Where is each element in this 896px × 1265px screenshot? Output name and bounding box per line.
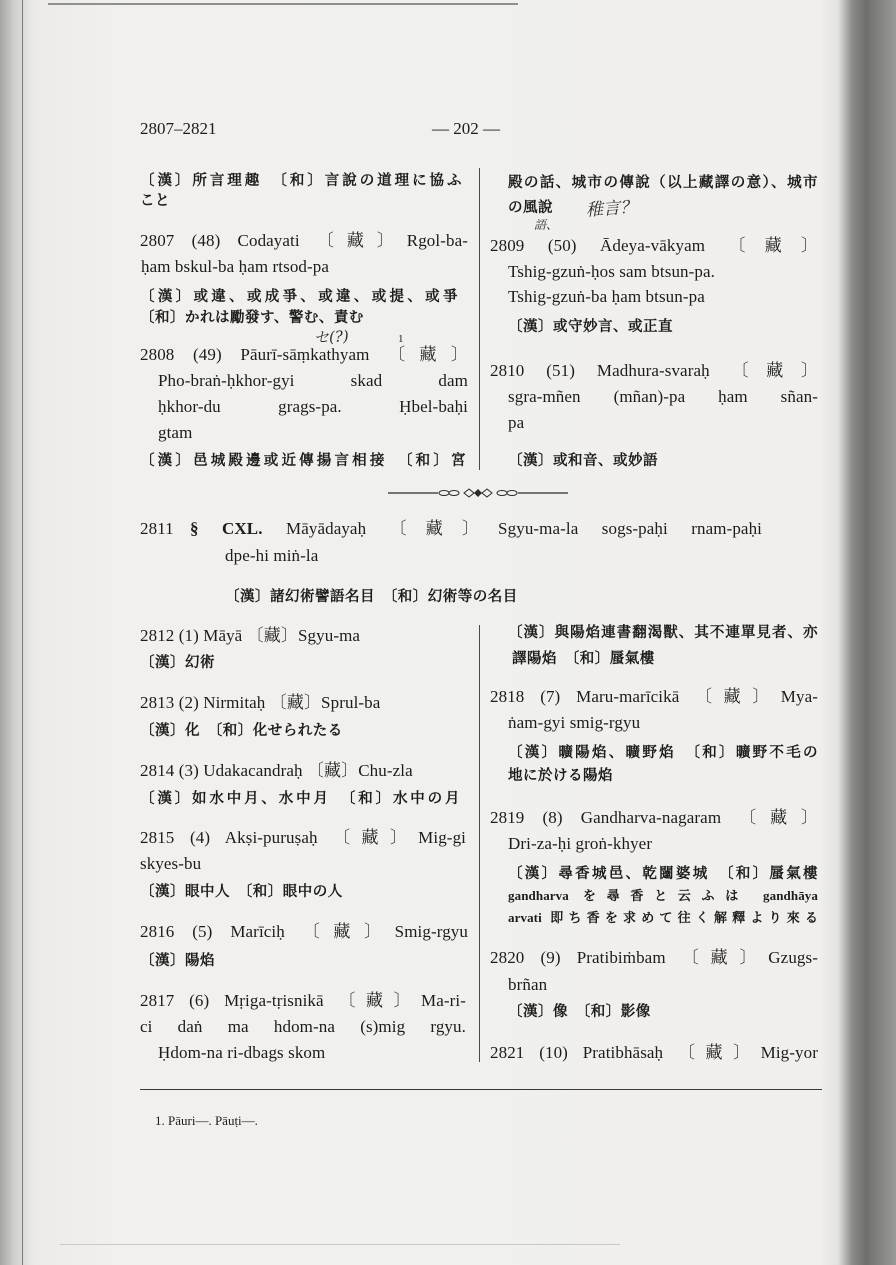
entry-2820-headword: 2820 (9) Pratibiṁbam 〔藏〕Gzugs- xyxy=(490,948,818,967)
entry-2815-chinese: 〔漢〕眼中人 〔和〕眼中の人 xyxy=(140,884,343,900)
section-divider-ornament xyxy=(388,486,568,500)
footnote-rule xyxy=(140,1089,822,1090)
entry-2808-line-3: ḥkhor-du grags-pa. Ḥbel-baḥi xyxy=(158,397,468,416)
entry-2806-cont-line-1: 〔漢〕所言理趣 〔和〕言說の道理に協ふ xyxy=(140,173,462,189)
section-2811-heading xyxy=(190,518,762,540)
entry-2814-headword: 2814 (3) Udakacandraḥ 〔藏〕Chu-zla xyxy=(140,761,413,780)
entry-2819-note-line-1: gandharva を尋香と云ふは gandhāya xyxy=(508,888,818,903)
entry-2819-headword: 2819 (8) Gandharva-nagaram 〔藏〕 xyxy=(490,808,818,827)
entry-2821-headword: 2821 (10) Pratibhāsaḥ 〔藏〕Mig-yor xyxy=(490,1043,818,1062)
entry-2806-cont-line-2: こと xyxy=(140,193,170,209)
handwritten-note-1: セ(?) xyxy=(313,327,350,347)
entry-2813-chinese: 〔漢〕化 〔和〕化せられたる xyxy=(140,723,343,739)
entry-2818-headword: 2818 (7) Maru-marīcikā 〔藏〕Mya- xyxy=(490,687,818,706)
entry-2808-headword: 2808 (49) Pāurī-sāṃkathyam 〔藏〕 xyxy=(140,345,468,364)
entry-2808-line-4: gtam xyxy=(158,423,193,442)
entry-2817-line-3: Ḥdom-na ri-dbags skom xyxy=(158,1043,326,1062)
entry-2816-chinese: 〔漢〕陽焰 xyxy=(140,953,215,969)
entry-2810-chinese: 〔漢〕或和音、或妙語 xyxy=(508,453,658,469)
entry-2815-line-2: skyes-bu xyxy=(140,854,202,873)
entry-2807-japanese: 〔和〕かれは勵發す、警む、責む xyxy=(140,310,364,326)
entry-2815-headword: 2815 (4) Akṣi-puruṣaḥ 〔藏〕Mig-gi xyxy=(140,828,466,847)
entry-2809-line-3: Tshig-gzuṅ-ba ḥam btsun-pa xyxy=(508,287,705,306)
entry-2808-cont-line-1: 殿の話、城市の傳說（以上藏譯の意）、城市 xyxy=(508,175,818,191)
entry-2808-cont-line-2: の風說 xyxy=(508,200,553,216)
section-2811-number: 2811 xyxy=(140,519,174,538)
entry-2813-headword: 2813 (2) Nirmitaḥ 〔藏〕Sprul-ba xyxy=(140,693,381,712)
entry-2818-line-2: ṅam-gyi smig-rgyu xyxy=(508,713,641,732)
column-rule-top xyxy=(479,168,480,470)
section-2811-headword-cont: dpe-hi miṅ-la xyxy=(225,546,319,565)
entry-2819-note-line-2: arvati 即ち香を求めて往く解釋より來る xyxy=(508,910,818,925)
entry-2817-chinese-line-1: 〔漢〕與陽焰連書翻渴獸、其不連單見者、亦 xyxy=(508,625,818,641)
entry-2817-line-2: ci daṅ ma hdom-na (s)mig rgyu. xyxy=(140,1017,466,1036)
entry-2812-chinese: 〔漢〕幻術 xyxy=(140,655,215,671)
entry-2817-headword: 2817 (6) Mṛiga-tṛisnikā 〔藏〕Ma-ri- xyxy=(140,991,466,1010)
entry-2810-line-2: sgra-mñen (mñan)-pa ḥam sñan- xyxy=(508,387,818,406)
entry-2809-headword: 2809 (50) Ādeya-vākyam 〔藏〕 xyxy=(490,236,818,255)
entry-2818-chinese: 〔漢〕曠陽焰、曠野焰 〔和〕曠野不毛の xyxy=(508,745,818,761)
entry-2809-line-2: Tshig-gzuṅ-ḥos sam btsun-pa. xyxy=(508,262,715,281)
section-2811-mark: § CXL. xyxy=(190,519,263,538)
entry-2810-headword: 2810 (51) Madhura-svaraḥ 〔藏〕 xyxy=(490,361,818,380)
entry-2809-chinese: 〔漢〕或守妙言、或正直 xyxy=(508,319,673,335)
footnote-marker: 1 xyxy=(398,333,404,345)
entry-2807-chinese: 〔漢〕或違、或成爭、或違、或提、或爭 xyxy=(140,289,458,305)
entry-2816-headword: 2816 (5) Marīciḥ 〔藏〕Smig-rgyu xyxy=(140,922,468,941)
column-rule-bottom xyxy=(479,625,480,1062)
entry-2819-chinese: 〔漢〕尋香城邑、乾闥婆城 〔和〕蜃氣樓 xyxy=(508,866,818,882)
entry-2808-chinese: 〔漢〕邑城殿邊或近傳揚言相接 〔和〕宮 xyxy=(140,453,466,469)
page-number: — 202 — xyxy=(432,119,500,138)
section-2811-headword: Māyādayaḥ 〔藏〕Sgyu-ma-la sogs-paḥi rnam-paḥi xyxy=(285,519,763,538)
handwritten-note-3: 稚言？ xyxy=(585,197,638,221)
entry-2818-japanese-cont: 地に於ける陽焰 xyxy=(508,768,613,784)
entry-2820-line-2: brñan xyxy=(508,975,548,994)
scan-top-edge xyxy=(48,3,518,5)
entry-2817-chinese-line-2: 譯陽焰 〔和〕蜃氣樓 xyxy=(512,651,655,667)
entry-2807-headword: 2807 (48) Codayati 〔藏〕Rgol-ba- xyxy=(140,231,468,250)
entry-2810-line-3: pa xyxy=(508,413,525,432)
entry-range-header: 2807–2821 xyxy=(140,119,217,138)
footnote-text: 1. Pāuri—. Pāuṭi—. xyxy=(155,1113,258,1128)
entry-2808-line-2: Pho-braṅ-ḥkhor-gyi skad dam xyxy=(158,371,468,390)
binding-shadow-line xyxy=(22,0,23,1265)
entry-2814-chinese: 〔漢〕如水中月、水中月 〔和〕水中の月 xyxy=(140,791,460,807)
entry-2820-chinese: 〔漢〕像 〔和〕影像 xyxy=(508,1004,651,1020)
scan-bottom-edge xyxy=(60,1244,620,1245)
entry-2812-headword: 2812 (1) Māyā 〔藏〕Sgyu-ma xyxy=(140,626,361,645)
handwritten-note-2: 語、 xyxy=(534,218,559,232)
entry-2819-line-2: Dri-za-ḥi groṅ-khyer xyxy=(508,834,653,853)
entry-2807-line-2: ḥam bskul-ba ḥam rtsod-pa xyxy=(141,257,330,276)
section-2811-gloss: 〔漢〕諸幻術譬語名目 〔和〕幻術等の名目 xyxy=(225,589,518,605)
